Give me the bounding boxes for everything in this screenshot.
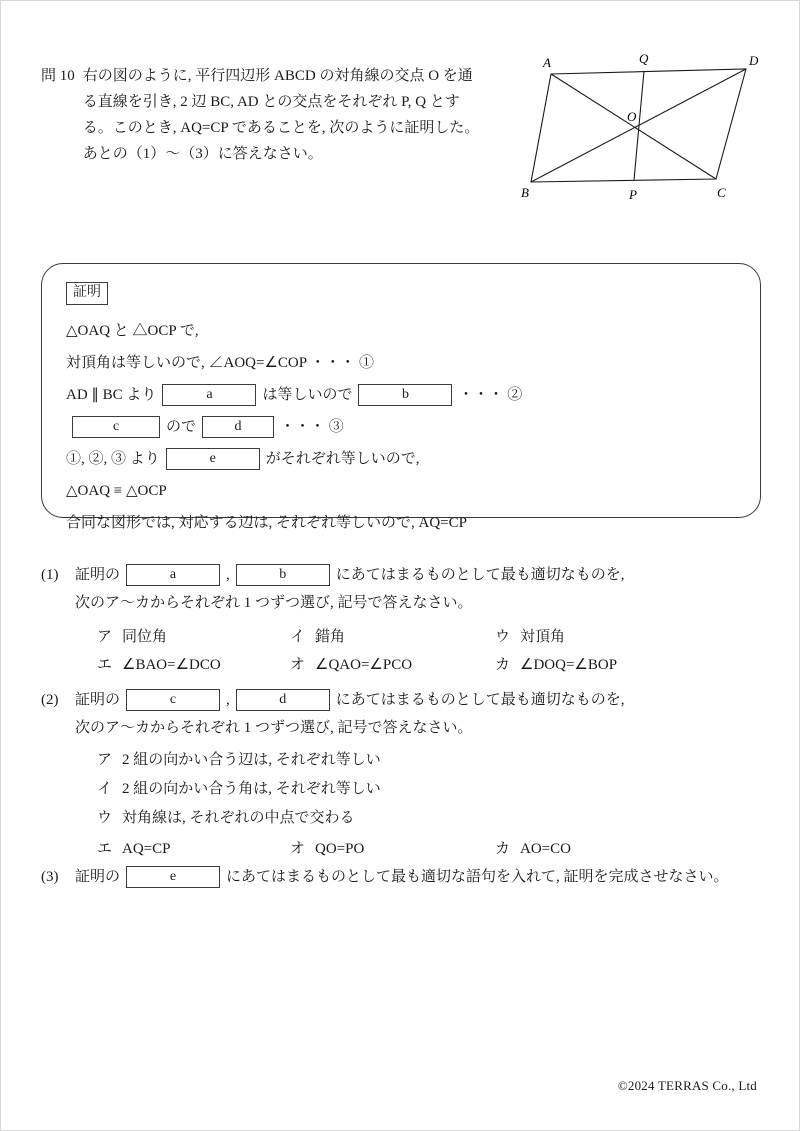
choice-2e[interactable] <box>290 835 495 863</box>
subquestion-3 <box>41 863 761 891</box>
choice-2c[interactable] <box>97 804 355 833</box>
proof-blank-a[interactable]: a <box>162 384 256 406</box>
subquestion-1-choices <box>75 623 761 679</box>
proof-box <box>41 263 761 531</box>
label-c: C <box>717 185 726 200</box>
choice-text: 錯角 <box>315 629 346 645</box>
choice-2a[interactable] <box>97 746 381 775</box>
choice-mark: エ <box>97 841 113 857</box>
choice-mark: ウ <box>97 810 113 826</box>
question-line-2: る直線を引き, 2 辺 BC, AD との交点をそれぞれ P, Q とす <box>82 94 460 110</box>
proof-line-5-prefix: ①, ②, ③ より <box>66 451 160 467</box>
proof-line-4-middle: ので <box>166 419 197 435</box>
choice-1e[interactable] <box>290 651 495 679</box>
choice-text: 2 組の向かい合う角は, それぞれ等しい <box>122 781 381 797</box>
choice-text: 2 組の向かい合う辺は, それぞれ等しい <box>122 752 381 768</box>
choice-row <box>97 746 761 775</box>
proof-line-2-text: 対頂角は等しいので, ∠AOQ=∠COP ・・・ ① <box>66 355 375 371</box>
subquestion-1-blank-a[interactable]: a <box>126 564 220 586</box>
subquestion-1-separator: , <box>226 567 230 583</box>
choice-mark: ア <box>97 629 113 645</box>
question-line-3: る。このとき, AQ=CP であることを, 次のように証明した。 <box>82 120 480 136</box>
proof-blank-d[interactable]: d <box>202 416 274 438</box>
proof-line-4 <box>66 411 736 443</box>
choice-text: 対角線は, それぞれの中点で交わる <box>122 810 355 826</box>
subquestion-2-head <box>41 686 761 714</box>
choice-row <box>75 835 761 863</box>
subquestion-1-blank-b[interactable]: b <box>236 564 330 586</box>
subquestion-2-suffix: にあてはまるものとして最も適切なものを, <box>335 692 625 708</box>
subquestion-2-blank-c[interactable]: c <box>126 689 220 711</box>
choice-1b[interactable] <box>290 623 495 651</box>
proof-inner <box>42 264 760 557</box>
proof-line-3-suffix: ・・・ ② <box>458 387 523 403</box>
choice-text: 対頂角 <box>520 629 566 645</box>
choice-mark: カ <box>495 841 511 857</box>
proof-line-7-text: 合同な図形では, 対応する辺は, それぞれ等しいので, AQ=CP <box>66 515 467 531</box>
subquestion-1 <box>41 561 761 679</box>
proof-blank-b[interactable]: b <box>358 384 452 406</box>
proof-blank-c[interactable]: c <box>72 416 160 438</box>
choice-1c[interactable] <box>495 623 695 651</box>
subquestion-2-blank-d[interactable]: d <box>236 689 330 711</box>
subquestion-2-separator: , <box>226 692 230 708</box>
choice-row <box>75 623 761 651</box>
subquestion-2-label: (2) <box>41 692 59 708</box>
choice-1a[interactable] <box>75 623 290 651</box>
question-line-1: 右の図のように, 平行四辺形 ABCD の対角線の交点 O を通 <box>82 68 473 84</box>
choice-row <box>97 804 761 833</box>
proof-line-6-text: △OAQ ≡ △OCP <box>66 483 167 499</box>
subquestion-3-label: (3) <box>41 869 59 885</box>
choice-mark: オ <box>290 657 306 673</box>
proof-line-5 <box>66 443 736 475</box>
label-q: Q <box>639 51 649 66</box>
proof-line-7 <box>66 507 736 539</box>
choice-mark: カ <box>495 657 511 673</box>
subquestion-2 <box>41 686 761 863</box>
subquestion-2-choices-row <box>75 835 761 863</box>
choice-text: 同位角 <box>122 629 168 645</box>
question-text <box>83 63 480 167</box>
choice-1d[interactable] <box>75 651 290 679</box>
question-row <box>41 63 511 167</box>
copyright-footer: ©2024 TERRAS Co., Ltd <box>617 1078 757 1093</box>
proof-line-2 <box>66 347 736 379</box>
subquestion-3-prefix: 証明の <box>75 869 121 885</box>
proof-line-3-prefix: AD ∥ BC より <box>66 387 157 403</box>
proof-line-3-middle: は等しいので <box>262 387 353 403</box>
label-p: P <box>629 187 637 202</box>
choice-text: ∠DOQ=∠BOP <box>520 657 618 673</box>
choice-mark: ア <box>97 752 113 768</box>
proof-blank-e[interactable]: e <box>166 448 260 470</box>
diagonal-ac <box>551 74 716 179</box>
question-number: 問 10 <box>41 68 75 84</box>
choice-text: AQ=CP <box>122 841 171 857</box>
label-b: B <box>521 185 529 200</box>
choice-text: ∠BAO=∠DCO <box>122 657 221 673</box>
proof-line-5-suffix: がそれぞれ等しいので, <box>265 451 420 467</box>
subquestion-1-head <box>41 561 761 589</box>
subquestion-1-suffix: にあてはまるものとして最も適切なものを, <box>335 567 625 583</box>
subquestion-3-blank-e[interactable]: e <box>126 866 220 888</box>
line-qp <box>634 71 644 180</box>
proof-line-1-text: △OAQ と △OCP で, <box>66 323 199 339</box>
subquestion-2-choices-stacked <box>97 746 761 833</box>
choice-1f[interactable] <box>495 651 695 679</box>
proof-line-6 <box>66 475 736 507</box>
choice-text: QO=PO <box>315 841 365 857</box>
subquestion-1-instruction: 次のア〜カからそれぞれ 1 つずつ選び, 記号で答えなさい。 <box>75 595 473 611</box>
subquestion-1-label: (1) <box>41 567 59 583</box>
proof-line-3 <box>66 379 736 411</box>
choice-row <box>75 651 761 679</box>
choice-2f[interactable] <box>495 835 695 863</box>
label-d: D <box>749 53 759 68</box>
choice-mark: ウ <box>495 629 511 645</box>
question-line-4: あとの（1）〜（3）に答えなさい。 <box>82 146 323 162</box>
subquestion-3-head <box>41 863 761 891</box>
subquestion-2-prefix: 証明の <box>75 692 121 708</box>
choice-2b[interactable] <box>97 775 381 804</box>
choice-text: AO=CO <box>520 841 571 857</box>
label-a: A <box>543 55 551 70</box>
choice-mark: イ <box>97 781 113 797</box>
proof-title: 証明 <box>66 282 108 305</box>
choice-row <box>97 775 761 804</box>
subquestion-3-suffix: にあてはまるものとして最も適切な語句を入れて, 証明を完成させなさい。 <box>226 869 729 885</box>
label-o: O <box>627 109 637 124</box>
question-block <box>41 63 511 167</box>
choice-mark: オ <box>290 841 306 857</box>
choice-mark: イ <box>290 629 306 645</box>
subquestion-2-instruction: 次のア〜カからそれぞれ 1 つずつ選び, 記号で答えなさい。 <box>75 720 473 736</box>
proof-line-4-suffix: ・・・ ③ <box>280 419 344 435</box>
choice-mark: エ <box>97 657 113 673</box>
subquestion-1-prefix: 証明の <box>75 567 121 583</box>
parallelogram-figure <box>521 49 771 209</box>
proof-line-1 <box>66 315 736 347</box>
figure-svg <box>521 49 771 209</box>
choice-text: ∠QAO=∠PCO <box>315 657 413 673</box>
choice-2d[interactable] <box>75 835 290 863</box>
